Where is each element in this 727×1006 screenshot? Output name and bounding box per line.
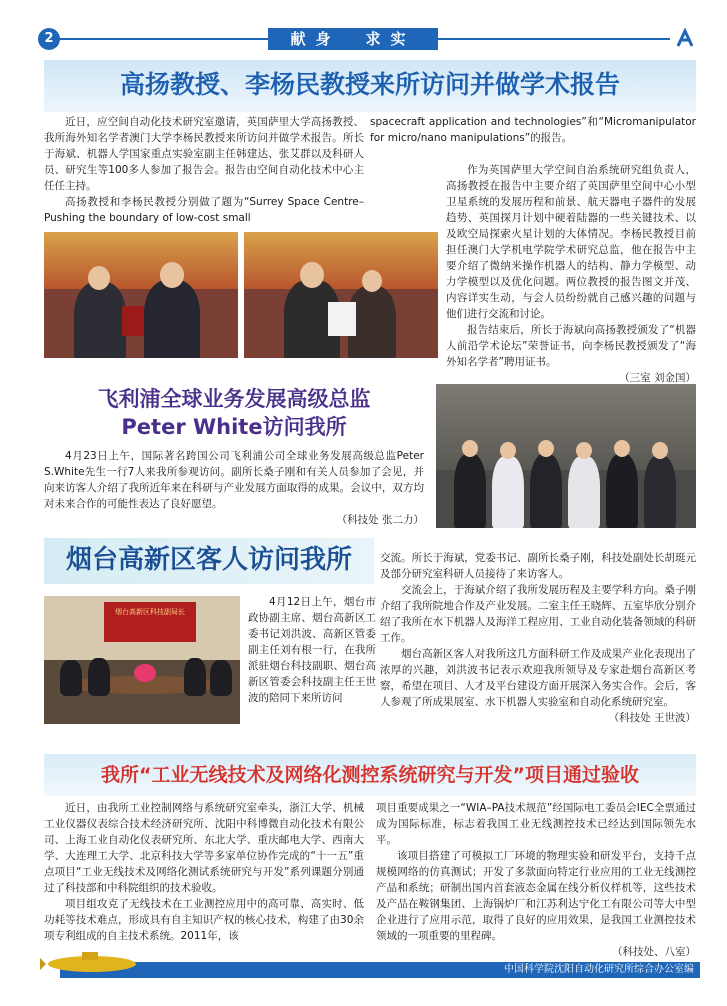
footer-text: 中国科学院沈阳自动化研究所综合办公室编 bbox=[504, 964, 694, 975]
submarine-icon bbox=[40, 950, 140, 974]
section4-right-column bbox=[376, 800, 696, 960]
section3-right-column bbox=[380, 550, 696, 726]
section4-left-column bbox=[44, 800, 364, 944]
page-number: 2 bbox=[38, 28, 60, 50]
section1-title: 高扬教授、李杨民教授来所访问并做学术报告 bbox=[119, 70, 620, 99]
section3-paragraph: 交流会上，于海斌介绍了我所发展历程及主要学科方向。桑子刚介绍了我所院地合作及产业发展。二室主任王晓辉、五室毕欣分别介绍了我所在水下机器人及海洋工程应用、工业自动化装备领域的科研工作。 bbox=[380, 584, 696, 644]
section4-paragraph: 该项目搭建了可模拟工厂环境的物理实验和研发平台，支持千点规模网络的仿真测试；开发了多款面向特定行业应用的工业无线测控产品和系统；研制出国内首套液态金属在线分析仪样机等，这些技术及产品在鞍钢集团、上海锅炉厂和江苏利达宁化工有限公司等大中型企业进行了应用示范，取得了良好的应用效果，是我国工业测控技术领域的一项重要的里程碑。 bbox=[376, 850, 696, 942]
section1-paragraph: 作为英国萨里大学空间自治系统研究组负责人，高扬教授在报告中主要介绍了英国萨里空间中心小型卫星系统的发展历程和前景、航天器电子器件的发展趋势、英国探月计划中硬着陆器的一些关键技术、以及欧空局探索火星计划的大体情况。李杨民教授目前担任澳门大学机电学院学术研究总监，他在报告中主要介绍了微纳米操作机器人的结构、静力学模型、动力学模型以及优化问题。两位教授的报告图文并茂、内容详实生动，与会人员纷纷就自己感兴趣的问题与他们进行交流和讨论。 bbox=[446, 164, 696, 320]
header-banner: 献身 求实 bbox=[268, 28, 438, 50]
section4-paragraph: 项目重要成果之一“WIA–PA技术规范”经国际电工委员会IEC全票通过成为国际标准，标志着我国工业无线测控技术已经达到国际领先水平。 bbox=[376, 802, 696, 846]
meeting-photo bbox=[44, 596, 240, 724]
section4-paragraph: 项目组攻克了无线技术在工业测控应用中的高可靠、高实时、低功耗等技术难点，形成具有自主知识产权的核心技术，构建了由30余项专利组成的自主技术系统。2011年，该 bbox=[44, 898, 364, 942]
group-photo bbox=[436, 384, 696, 528]
section3-title: 烟台高新区客人访问我所 bbox=[65, 545, 352, 575]
award-photo-right bbox=[244, 232, 438, 358]
institute-logo-icon bbox=[674, 28, 696, 50]
section2-text bbox=[44, 448, 424, 528]
section3-paragraph: 交流。所长于海斌，党委书记、副所长桑子刚，科技处副处长胡珽元及部分研究室科研人员接待了来访客人。 bbox=[380, 552, 696, 580]
section1-byline: （三室 刘金国） bbox=[619, 372, 696, 384]
section4-byline: （科技处、八室） bbox=[612, 946, 696, 958]
section1-paragraph: 近日，应空间自动化技术研究室邀请，英国萨里大学高扬教授、我所海外知名学者澳门大学李杨民教授来所访问并做学术报告。所长于海斌、机器人学国家重点实验室副主任韩建达、张艾群以及科研人员、研究生等100多人参加了报告会。报告由空间自动化技术中心主任任主持。 bbox=[44, 116, 364, 192]
section3-byline: （科技处 王世波） bbox=[608, 712, 696, 724]
section2-paragraph: 4月23日上午，国际著名跨国公司飞利浦公司全球业务发展高级总监Peter S.White先生一行7人来我所参观访问。副所长桑子刚和有关人员参加了会见，并向来访客人介绍了我所近年来在科研与产业发展方面取得的成果。会议中，双方均对未来合作的可能性表达了良好愿望。 bbox=[44, 450, 424, 510]
section3-left-column bbox=[248, 594, 376, 706]
award-photo-left bbox=[44, 232, 238, 358]
section1-right-column bbox=[446, 162, 696, 386]
meeting-banner: 烟台高新区科技副局长 bbox=[104, 602, 196, 642]
section2-title-line2: Peter White访问我所 bbox=[121, 415, 347, 439]
section4-title: 我所“工业无线技术及网络化测控系统研究与开发”项目通过验收 bbox=[101, 764, 639, 786]
section1-left-column bbox=[44, 114, 364, 226]
section1-paragraph: 报告结束后，所长于海斌向高扬教授颁发了“机器人前沿学术论坛”荣誉证书，向李杨民教授颁发了“海外知名学者”聘用证书。 bbox=[446, 324, 696, 368]
section1-right-top bbox=[370, 114, 696, 146]
section3-paragraph: 烟台高新区客人对我所这几方面科研工作及成果产业化表现出了浓厚的兴趣，刘洪波书记表示欢迎我所领导及专家赴烟台高新区考察，希望在项目、人才及平台建设方面开展深入务实合作。会后，客人参观了所成果展室、水下机器人实验室和自动化系统研究室。 bbox=[380, 648, 696, 708]
section1-paragraph: spacecraft application and technologies”和“Micromanipulator for micro/nano manipulations”的报告。 bbox=[370, 116, 696, 144]
section3-paragraph: 4月12日上午，烟台市政协副主席、烟台高新区工委书记刘洪波、高新区管委副主任刘有根一行，在我所派驻烟台科技副职、烟台高新区管委会科技副主任王世波的陪同下来所访问 bbox=[248, 596, 376, 704]
section4-paragraph: 近日，由我所工业控制网络与系统研究室牵头，浙江大学、机械工业仪器仪表综合技术经济研究所、沈阳中科博微自动化技术有限公司、上海工业自动化仪表研究所、东北大学、重庆邮电大学、西南大学、大连理工大学、北京科技大学等多家单位协作完成的“十一五”重点项目“工业无线技术及网络化测试系统研究与开发”系列课题分别通过了科技部和中科院组织的技术验收。 bbox=[44, 802, 364, 894]
section1-paragraph: 高扬教授和李杨民教授分别做了题为“Surrey Space Centre–Pushing the boundary of low-cost small bbox=[44, 196, 364, 224]
section2-title-line1: 飞利浦全球业务发展高级总监 bbox=[97, 387, 371, 411]
section2-byline: （科技处 张二力） bbox=[336, 514, 424, 526]
